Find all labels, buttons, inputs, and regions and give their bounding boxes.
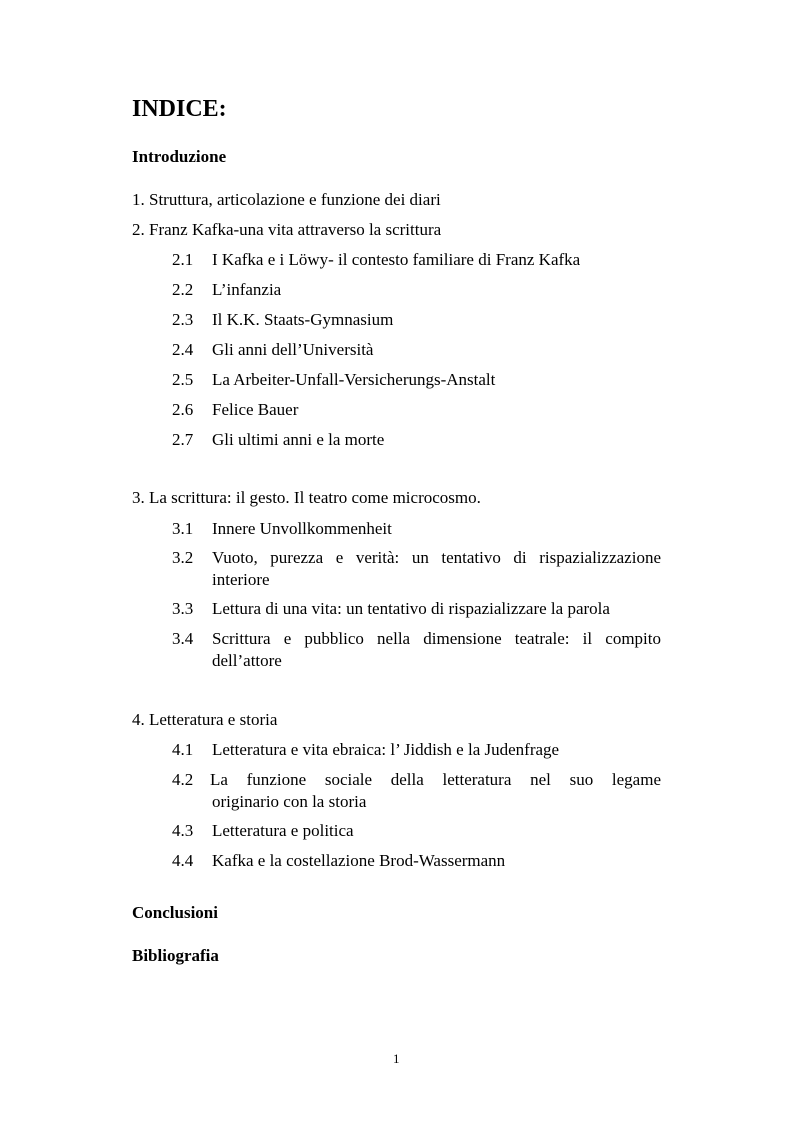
toc-section-number: 3.1 — [172, 519, 194, 538]
toc-chapter-3: 3. La scrittura: il gesto. Il teatro come microcosmo. — [132, 488, 481, 507]
toc-section-title: Letteratura e vita ebraica: l’ Jiddish e la Judenfrage — [212, 740, 560, 759]
toc-section-number: 3.3 — [172, 599, 194, 618]
toc-section-number: 4.1 — [172, 740, 194, 759]
toc-section-title: Lettura di una vita: un tentativo di rispazializzare la parola — [212, 599, 610, 618]
toc-conclusions: Conclusioni — [132, 903, 218, 922]
toc-section-number: 2.2 — [172, 280, 194, 299]
toc-section-number: 4.4 — [172, 851, 194, 870]
toc-section-number: 3.4 — [172, 629, 194, 648]
toc-bibliography: Bibliografia — [132, 946, 219, 965]
toc-section-title: I Kafka e i Löwy- il contesto familiare di Franz Kafka — [212, 250, 581, 269]
toc-section-title: Felice Bauer — [212, 400, 299, 419]
toc-introduction: Introduzione — [132, 147, 227, 166]
toc-section-number: 2.6 — [172, 400, 194, 419]
toc-section-title: L’infanzia — [212, 280, 282, 299]
toc-section-title: Kafka e la costellazione Brod-Wassermann — [212, 851, 506, 870]
toc-section-title-continued: originario con la storia — [212, 792, 367, 811]
toc-section-title: La Arbeiter-Unfall-Versicherungs-Anstalt — [212, 370, 496, 389]
page-number: 1 — [393, 1051, 400, 1066]
toc-section-title: Gli ultimi anni e la morte — [212, 430, 385, 449]
toc-section-title-continued: dell’attore — [212, 651, 282, 670]
toc-section-number: 2.5 — [172, 370, 194, 389]
toc-section-title: Gli anni dell’Università — [212, 340, 374, 359]
index-title: INDICE: — [132, 96, 227, 122]
toc-chapter-1: 1. Struttura, articolazione e funzione dei diari — [132, 190, 441, 209]
toc-section-number: 2.4 — [172, 340, 194, 359]
toc-section-number: 2.1 — [172, 250, 194, 269]
toc-section-title: Letteratura e politica — [212, 821, 354, 840]
toc-section-title: Il K.K. Staats-Gymnasium — [212, 310, 394, 329]
toc-section-number: 2.3 — [172, 310, 194, 329]
toc-section-number: 4.3 — [172, 821, 194, 840]
toc-section-title-continued: interiore — [212, 570, 270, 589]
toc-chapter-4: 4. Letteratura e storia — [132, 710, 278, 729]
toc-section-number: 3.2 — [172, 548, 194, 567]
toc-section-title: Vuoto, purezza e verità: un tentativo di rispazializzazione — [212, 548, 661, 567]
toc-section-number: 2.7 — [172, 430, 194, 449]
toc-section-title: Innere Unvollkommenheit — [212, 519, 392, 538]
toc-section-title: Scrittura e pubblico nella dimensione teatrale: il compito — [212, 629, 661, 648]
toc-section-number: 4.2 — [172, 770, 194, 789]
toc-section-title: La funzione sociale della letteratura nel suo legame — [210, 770, 661, 789]
toc-chapter-2: 2. Franz Kafka-una vita attraverso la scrittura — [132, 220, 442, 239]
